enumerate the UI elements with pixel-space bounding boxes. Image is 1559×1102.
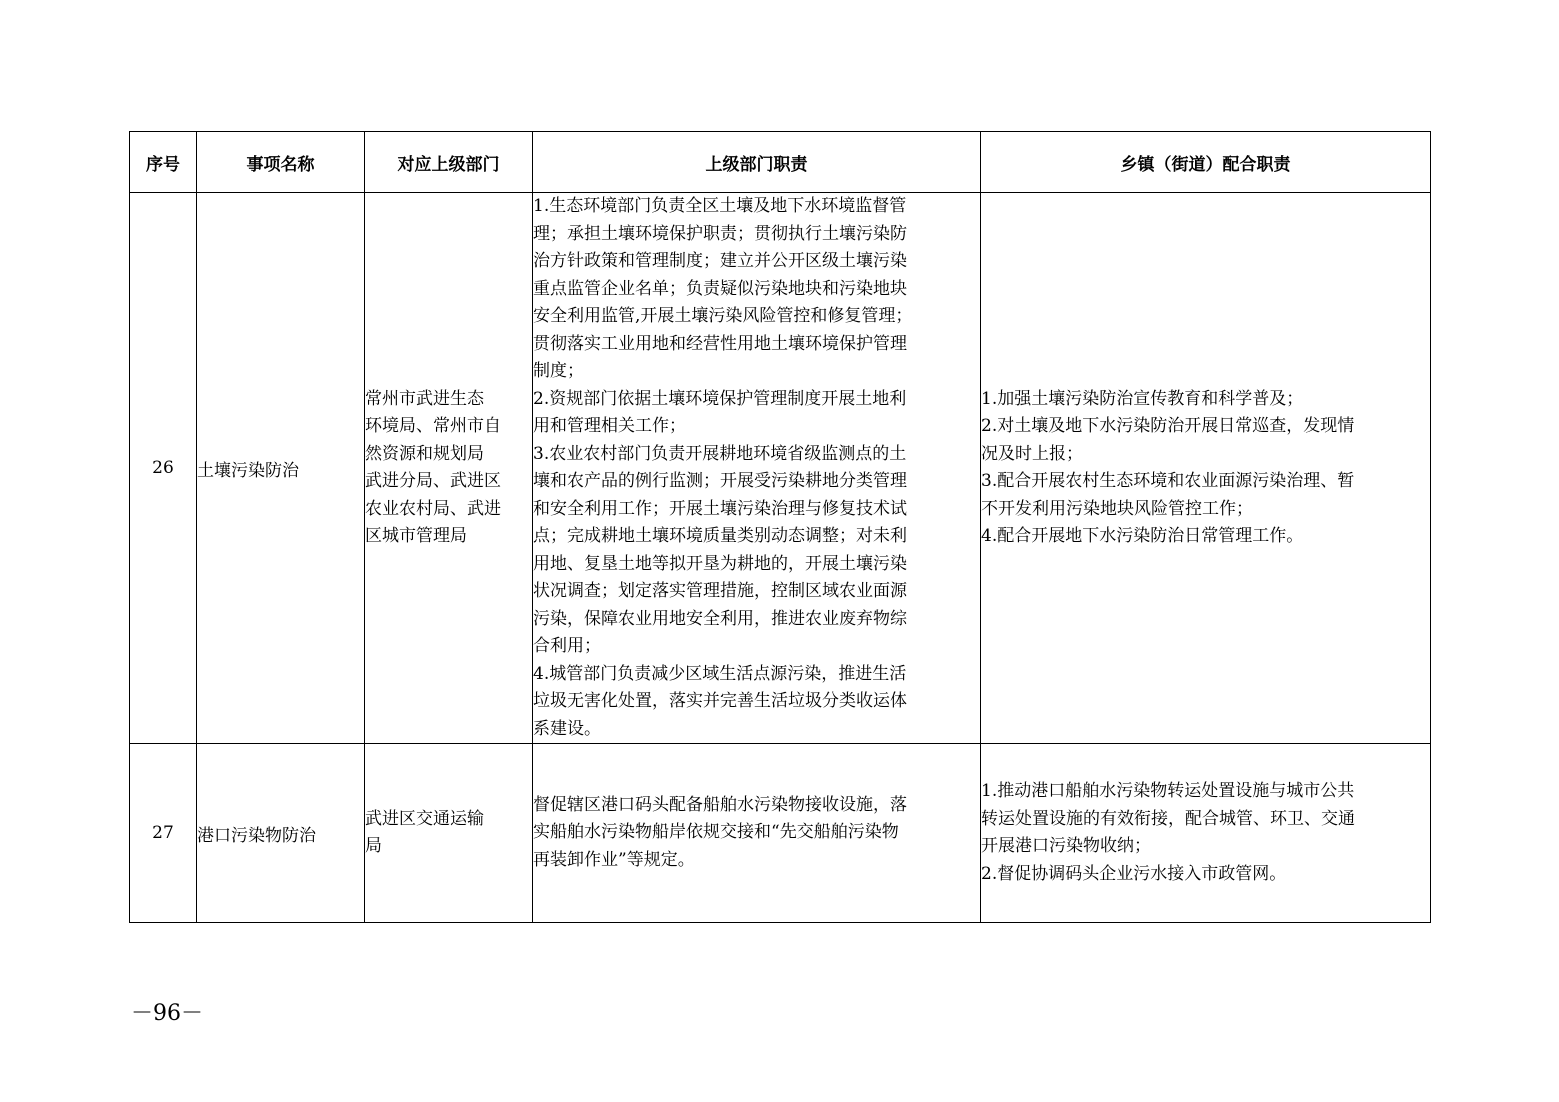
duty-line: 污染，保障农业用地安全利用，推进农业废弃物综 — [533, 608, 907, 629]
department-line: 然资源和规划局 — [365, 443, 484, 464]
duty-line: 点；完成耕地土壤环境质量类别动态调整；对未利 — [533, 526, 907, 546]
duty-line: 状况调查；划定落实管理措施，控制区域农业面源 — [533, 581, 907, 601]
header-township-duties: 乡镇（街道）配合职责 — [981, 132, 1431, 193]
coop-line: 转运处置设施的有效衔接，配合城管、环卫、交通 — [981, 808, 1355, 829]
coop-line: 开展港口污染物收纳； — [981, 836, 1151, 856]
duty-line: 合利用； — [533, 636, 601, 656]
table-row — [130, 193, 1431, 744]
department-line: 常州市武进生态 — [365, 388, 484, 409]
duty-line: 1.生态环境部门负责全区土壤及地下水环境监督管 — [533, 196, 907, 216]
department-line: 武进分局、武进区 — [365, 471, 501, 491]
table-body — [130, 193, 1431, 923]
department-cell — [365, 744, 533, 923]
duty-line: 督促辖区港口码头配备船舶水污染物接收设施，落 — [533, 794, 907, 815]
duty-line: 系建设。 — [533, 718, 601, 739]
header-superior-duties: 上级部门职责 — [533, 132, 981, 193]
coop-line: 2.对土壤及地下水污染防治开展日常巡查，发现情 — [981, 416, 1355, 436]
duty-line: 用和管理相关工作； — [533, 416, 686, 436]
department-line: 局 — [365, 836, 382, 856]
duty-line: 贯彻落实工业用地和经营性用地土壤环境保护管理 — [533, 333, 907, 354]
duty-line: 制度； — [533, 361, 584, 381]
item-name-cell: 土壤污染防治 — [197, 193, 365, 744]
header-superior-department: 对应上级部门 — [365, 132, 533, 193]
header-item-name: 事项名称 — [197, 132, 365, 193]
coop-line: 况及时上报； — [981, 443, 1083, 464]
coop-line: 1.加强土壤污染防治宣传教育和科学普及； — [981, 388, 1304, 409]
superior-duties-cell — [533, 744, 981, 923]
duty-table — [129, 131, 1431, 923]
coop-line: 3.配合开展农村生态环境和农业面源污染治理、暂 — [981, 471, 1355, 491]
coop-line: 不开发利用污染地块风险管控工作； — [981, 498, 1253, 519]
header-serial-number: 序号 — [130, 132, 197, 193]
table-header — [130, 132, 1431, 193]
duty-line: 壤和农产品的例行监测；开展受污染耕地分类管理 — [533, 471, 907, 491]
department-line: 武进区交通运输 — [365, 808, 484, 829]
coop-line: 1.推动港口船舶水污染物转运处置设施与城市公共 — [981, 781, 1355, 801]
duty-line: 治方针政策和管理制度；建立并公开区级土壤污染 — [533, 251, 907, 271]
duty-line: 2.资规部门依据土壤环境保护管理制度开展土地利 — [533, 388, 907, 409]
serial-number-cell: 26 — [130, 193, 197, 744]
duty-line: 理；承担土壤环境保护职责；贯彻执行土壤污染防 — [533, 223, 907, 244]
table-row — [130, 744, 1431, 923]
serial-number-cell: 27 — [130, 744, 197, 923]
header-row — [130, 132, 1431, 193]
department-line: 农业农村局、武进 — [365, 498, 501, 519]
duty-line: 再装卸作业”等规定。 — [533, 849, 695, 870]
page-number: －96－ — [131, 1001, 203, 1026]
duty-line: 和安全利用工作；开展土壤污染治理与修复技术试 — [533, 498, 907, 519]
coop-line: 2.督促协调码头企业污水接入市政管网。 — [981, 863, 1287, 884]
superior-duties-cell — [533, 193, 981, 744]
township-duties-cell — [981, 744, 1431, 923]
item-name-cell: 港口污染物防治 — [197, 744, 365, 923]
duty-line: 4.城管部门负责减少区域生活点源污染，推进生活 — [533, 663, 907, 684]
department-line: 区城市管理局 — [365, 526, 467, 546]
duty-line: 重点监管企业名单；负责疑似污染地块和污染地块 — [533, 278, 907, 299]
duty-line: 3.农业农村部门负责开展耕地环境省级监测点的土 — [533, 443, 907, 464]
duty-line: 垃圾无害化处置，落实并完善生活垃圾分类收运体 — [533, 691, 907, 711]
duty-line: 实船舶水污染物船岸依规交接和“先交船舶污染物 — [533, 822, 899, 843]
duty-line: 用地、复垦土地等拟开垦为耕地的，开展土壤污染 — [533, 553, 907, 574]
coop-line: 4.配合开展地下水污染防治日常管理工作。 — [981, 526, 1304, 546]
township-duties-cell — [981, 193, 1431, 744]
duty-line: 安全利用监管,开展土壤污染风险管控和修复管理； — [533, 306, 913, 326]
department-cell — [365, 193, 533, 744]
department-line: 环境局、常州市自 — [365, 416, 501, 436]
